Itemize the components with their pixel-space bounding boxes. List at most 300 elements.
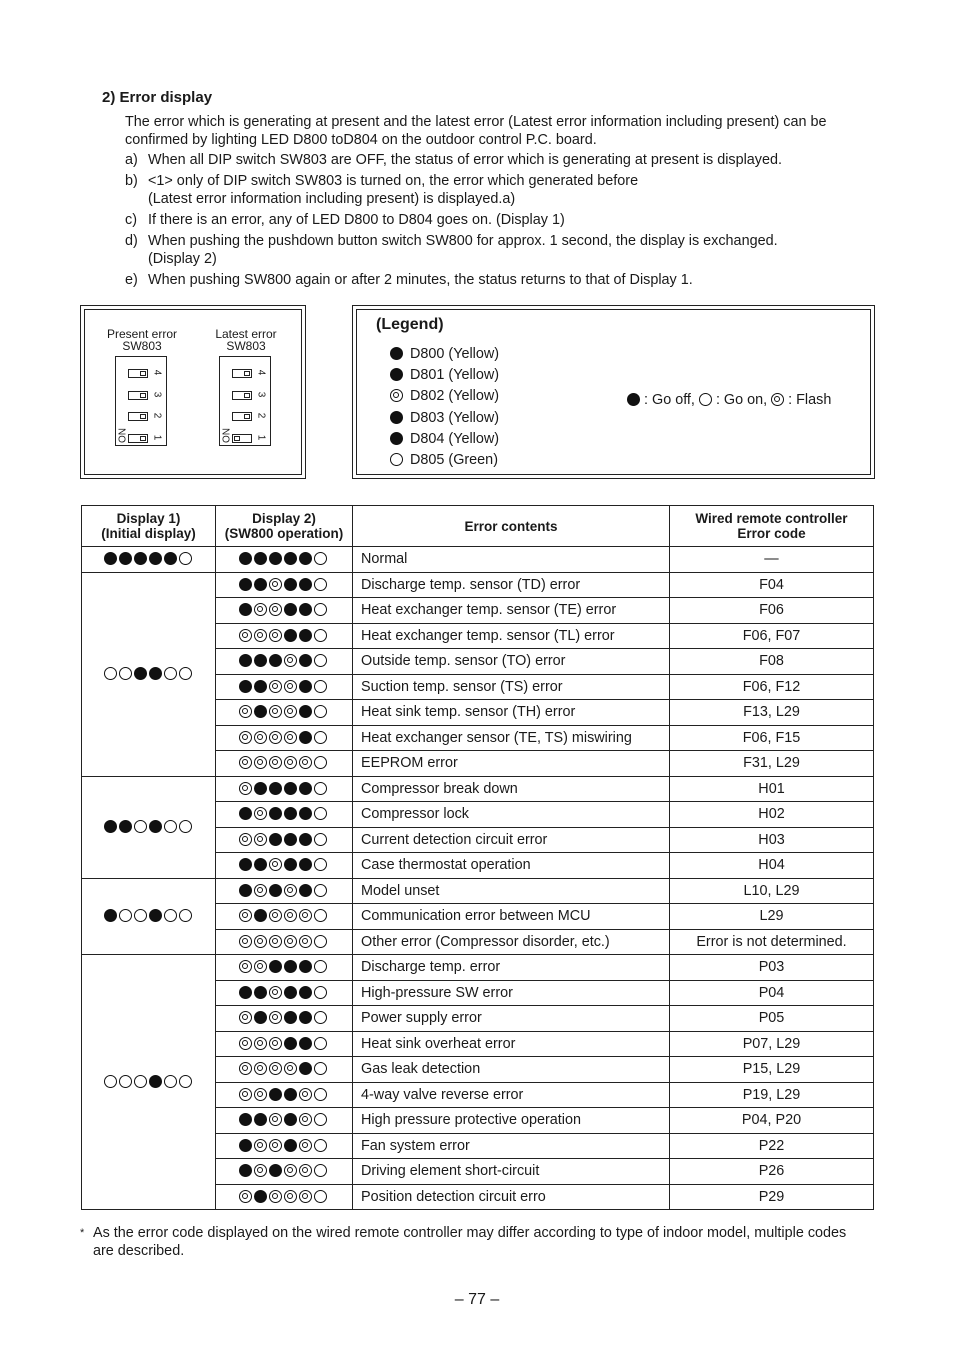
dip-switch-slot [128,391,148,400]
legend-key: : Go off, : Go on, : Flash [627,392,831,408]
led-off-icon [254,1011,267,1024]
led-pattern [239,551,329,567]
led-off-icon [104,820,117,833]
table-row [82,878,874,904]
led-on-icon [314,909,327,922]
led-pattern [239,1036,329,1052]
led-flash-icon [269,731,282,744]
display2-cell [216,980,353,1006]
error-code-cell: P07, L29 [670,1031,874,1057]
led-off-icon [269,884,282,897]
error-code-cell: F13, L29 [670,700,874,726]
led-on-icon [314,935,327,948]
legend-led-row [390,345,499,363]
led-flash-icon [284,935,297,948]
error-contents-cell: Heat exchanger sensor (TE, TS) miswiring [353,725,670,751]
led-flash-icon [269,680,282,693]
legend-led-label: D804 (Yellow) [410,430,500,447]
list-item-text [148,151,848,169]
error-code-cell: — [670,547,874,573]
led-on-icon [314,1062,327,1075]
led-flash-icon [239,705,252,718]
led-off-icon [269,552,282,565]
led-pattern [239,806,329,822]
led-off-icon [299,1011,312,1024]
led-flash-icon [254,935,267,948]
led-flash-icon [299,1190,312,1203]
led-on-icon [179,1075,192,1088]
led-pattern [104,1074,194,1090]
display1-cell [82,776,216,878]
dip-switch-knob [244,393,250,398]
led-off-icon [284,782,297,795]
led-on-icon [314,1139,327,1152]
led-flash-icon [254,603,267,616]
led-on-icon [134,909,147,922]
led-flash-icon [269,756,282,769]
dip-switch-slot [232,412,252,421]
led-flash-icon [299,909,312,922]
display2-cell [216,827,353,853]
error-contents-cell: Heat sink overheat error [353,1031,670,1057]
led-off-icon [239,986,252,999]
led-off-icon [254,909,267,922]
led-pattern [239,1138,329,1154]
error-code-cell: L29 [670,904,874,930]
led-flash-icon [269,858,282,871]
dip-switch-number: 2 [255,412,267,419]
list-item-marker: a) [125,152,138,168]
led-flash-icon [284,680,297,693]
led-on-icon [699,393,712,406]
dip-switch-number: 4 [255,369,267,376]
led-on-icon [314,680,327,693]
error-contents-cell: 4-way valve reverse error [353,1082,670,1108]
led-off-icon [299,960,312,973]
led-pattern [104,819,194,835]
led-off-icon [284,807,297,820]
led-pattern [239,1163,329,1179]
error-table [81,505,874,1210]
led-flash-icon [254,1139,267,1152]
table-row [82,572,874,598]
led-off-icon [390,432,403,445]
display1-cell [82,572,216,776]
led-flash-icon [269,1190,282,1203]
led-pattern [239,577,329,593]
led-off-icon [299,629,312,642]
led-off-icon [119,820,132,833]
led-pattern [104,666,194,682]
legend-led-row [390,366,499,384]
error-code-cell: P04, P20 [670,1108,874,1134]
led-off-icon [269,654,282,667]
dip-switch-knob [244,371,250,376]
legend-led-label: D805 (Green) [410,452,498,468]
led-off-icon [239,1164,252,1177]
header-error-code: Wired remote controller Error code [670,506,874,547]
error-contents-cell: Heat exchanger temp. sensor (TL) error [353,623,670,649]
list-item-text [148,232,848,268]
section-heading: 2) Error display [102,89,213,106]
display2-cell [216,1184,353,1210]
led-off-icon [299,986,312,999]
led-off-icon [299,578,312,591]
dip-switch-slot [128,412,148,421]
led-off-icon [284,1037,297,1050]
error-contents-cell: Case thermostat operation [353,853,670,879]
led-on-icon [314,552,327,565]
led-off-icon [254,680,267,693]
led-off-icon [104,552,117,565]
dip-switch-present [115,356,167,446]
legend-box [352,305,875,479]
dip-switch-knob [140,414,146,419]
led-on-icon [314,756,327,769]
led-on-icon [314,1190,327,1203]
list-item-marker: b) [125,173,138,189]
led-off-icon [390,368,403,381]
led-flash-icon [269,935,282,948]
header-display1: Display 1) (Initial display) [82,506,216,547]
error-contents-cell: Driving element short-circuit [353,1159,670,1185]
led-pattern [239,781,329,797]
led-flash-icon [284,731,297,744]
error-contents-cell: Suction temp. sensor (TS) error [353,674,670,700]
led-flash-icon [254,833,267,846]
footnote-text: As the error code displayed on the wired remote controller may differ according to type of indoor model, multiple codes are described. [93,1225,847,1259]
display2-cell [216,776,353,802]
led-on-icon [314,1088,327,1101]
display2-cell [216,1006,353,1032]
led-flash-icon [239,833,252,846]
led-on-icon [314,858,327,871]
led-off-icon [149,552,162,565]
dip-switch-slot [232,369,252,378]
error-code-cell: P03 [670,955,874,981]
led-flash-icon [239,909,252,922]
led-flash-icon [239,1088,252,1101]
led-pattern [104,551,194,567]
led-off-icon [134,552,147,565]
led-off-icon [239,680,252,693]
led-flash-icon [269,1062,282,1075]
led-flash-icon [299,1113,312,1126]
led-off-icon [269,1088,282,1101]
led-off-icon [390,411,403,424]
led-pattern [239,1087,329,1103]
led-off-icon [284,629,297,642]
error-contents-cell: Normal [353,547,670,573]
led-off-icon [164,552,177,565]
dip-switch-number: 3 [151,391,163,397]
display2-cell [216,853,353,879]
led-pattern [239,704,329,720]
led-flash-icon [269,629,282,642]
led-flash-icon [239,629,252,642]
display2-cell [216,904,353,930]
error-contents-cell: Heat sink temp. sensor (TH) error [353,700,670,726]
legend-led-label: D801 (Yellow) [410,367,500,384]
led-pattern [239,730,329,746]
led-flash-icon [254,756,267,769]
led-pattern [239,755,329,771]
error-contents-cell: High pressure protective operation [353,1108,670,1134]
led-flash-icon [284,884,297,897]
led-flash-icon [284,909,297,922]
led-pattern [239,1189,329,1205]
led-off-icon [254,654,267,667]
led-flash-icon [239,1011,252,1024]
legend-led-label: D800 (Yellow) [410,346,500,362]
led-off-icon [239,1113,252,1126]
led-on-icon [179,552,192,565]
led-flash-icon [239,1062,252,1075]
led-off-icon [119,552,132,565]
list-item-text [148,172,848,208]
error-code-cell: F08 [670,649,874,675]
error-code-cell: F06, F07 [670,623,874,649]
led-off-icon [269,807,282,820]
error-code-cell: P04 [670,980,874,1006]
list-item-line: When pushing the pushdown button switch SW800 for approx. 1 second, the display is exchanged. [148,233,778,249]
dip-switch-diagram [80,305,306,479]
list-item-marker: d) [125,233,138,249]
dip-switch-slot [232,434,252,443]
led-off-icon [269,782,282,795]
led-off-icon [239,858,252,871]
led-pattern [239,832,329,848]
led-off-icon [254,578,267,591]
led-flash-icon [239,935,252,948]
led-off-icon [284,960,297,973]
list-item-text [148,271,848,289]
led-on-icon [314,731,327,744]
header-display2: Display 2) (SW800 operation) [216,506,353,547]
led-flash-icon [269,578,282,591]
led-flash-icon [254,960,267,973]
display2-cell [216,598,353,624]
list-item-line: When all DIP switch SW803 are OFF, the status of error which is generating at present is displayed. [148,152,783,168]
led-on-icon [314,960,327,973]
led-pattern [239,934,329,950]
list-item-line: If there is an error, any of LED D800 to D804 goes on. (Display 1) [148,212,565,228]
error-code-cell: H04 [670,853,874,879]
led-off-icon [299,782,312,795]
led-on-icon [164,820,177,833]
led-flash-icon [269,986,282,999]
led-flash-icon [284,1164,297,1177]
led-pattern [239,959,329,975]
dip-switch-knob [234,436,240,441]
led-on-icon [314,1037,327,1050]
led-off-icon [149,820,162,833]
dip-switch-on-label: ON [117,428,129,443]
error-contents-cell: Communication error between MCU [353,904,670,930]
led-flash-icon [269,705,282,718]
led-pattern [239,602,329,618]
led-off-icon [299,1062,312,1075]
header-error-contents: Error contents [353,506,670,547]
display2-cell [216,1133,353,1159]
led-on-icon [134,1075,147,1088]
led-on-icon [314,807,327,820]
led-off-icon [269,833,282,846]
led-on-icon [314,1164,327,1177]
display2-cell [216,878,353,904]
led-on-icon [314,578,327,591]
led-flash-icon [284,705,297,718]
error-code-cell: L10, L29 [670,878,874,904]
led-flash-icon [254,629,267,642]
table-header-row [82,506,874,547]
table-row [82,547,874,573]
led-off-icon [134,667,147,680]
error-code-cell: H03 [670,827,874,853]
led-off-icon [627,393,640,406]
led-flash-icon [254,807,267,820]
error-code-cell: P29 [670,1184,874,1210]
led-pattern [104,908,194,924]
led-off-icon [269,960,282,973]
led-pattern [239,1010,329,1026]
led-flash-icon [284,1190,297,1203]
led-off-icon [254,782,267,795]
led-pattern [239,653,329,669]
table-row [82,776,874,802]
display2-cell [216,649,353,675]
dip-switch-number: 1 [255,434,267,440]
led-flash-icon [269,1139,282,1152]
led-off-icon [239,654,252,667]
display2-cell [216,1082,353,1108]
led-off-icon [254,858,267,871]
led-flash-icon [299,935,312,948]
led-on-icon [104,667,117,680]
error-contents-cell: Gas leak detection [353,1057,670,1083]
error-contents-cell: Power supply error [353,1006,670,1032]
led-off-icon [254,1190,267,1203]
error-code-cell: H01 [670,776,874,802]
display1-cell [82,878,216,955]
led-on-icon [104,1075,117,1088]
led-off-icon [299,705,312,718]
list-item-text [148,211,848,229]
present-error-label: Present error SW803 [106,327,178,353]
led-off-icon [299,807,312,820]
led-on-icon [179,909,192,922]
list-item-line: (Latest error information including present) is displayed.a) [148,191,516,207]
led-on-icon [119,667,132,680]
error-code-cell: F04 [670,572,874,598]
led-off-icon [299,680,312,693]
led-off-icon [299,884,312,897]
led-on-icon [179,667,192,680]
error-code-cell: P05 [670,1006,874,1032]
error-contents-cell: Discharge temp. sensor (TD) error [353,572,670,598]
led-off-icon [104,909,117,922]
led-on-icon [314,629,327,642]
led-flash-icon [254,1062,267,1075]
led-pattern [239,985,329,1001]
led-pattern [239,679,329,695]
led-off-icon [254,986,267,999]
led-pattern [239,1061,329,1077]
led-pattern [239,1112,329,1128]
led-on-icon [164,667,177,680]
led-off-icon [239,578,252,591]
led-on-icon [390,453,403,466]
led-off-icon [239,807,252,820]
display2-cell [216,700,353,726]
dip-switch-number: 4 [151,369,163,376]
display2-cell [216,547,353,573]
led-off-icon [284,986,297,999]
led-on-icon [119,1075,132,1088]
legend-led-row [390,387,499,405]
dip-switch-slot [128,434,148,443]
led-off-icon [269,1164,282,1177]
led-off-icon [299,1037,312,1050]
table-row [82,955,874,981]
led-flash-icon [284,1062,297,1075]
led-on-icon [314,782,327,795]
error-code-cell: P26 [670,1159,874,1185]
error-code-cell: F06 [670,598,874,624]
led-off-icon [284,1139,297,1152]
led-flash-icon [390,389,403,402]
dip-switch-latest [219,356,271,446]
error-contents-cell: High-pressure SW error [353,980,670,1006]
error-contents-cell: Compressor break down [353,776,670,802]
display2-cell [216,955,353,981]
led-flash-icon [269,1011,282,1024]
led-off-icon [239,603,252,616]
list-item-marker: c) [125,212,137,228]
error-contents-cell: EEPROM error [353,751,670,777]
led-off-icon [149,667,162,680]
legend-title: (Legend) [376,316,444,333]
display2-cell [216,929,353,955]
dip-switch-number: 2 [151,412,163,419]
led-off-icon [149,909,162,922]
led-flash-icon [239,960,252,973]
display2-cell [216,751,353,777]
led-off-icon [299,654,312,667]
led-on-icon [314,833,327,846]
led-off-icon [239,552,252,565]
display2-cell [216,572,353,598]
led-on-icon [164,909,177,922]
led-on-icon [314,705,327,718]
led-off-icon [254,552,267,565]
led-off-icon [299,858,312,871]
error-contents-cell: Compressor lock [353,802,670,828]
error-code-cell: P19, L29 [670,1082,874,1108]
dip-switch-slot [128,369,148,378]
legend-led-row [390,409,499,427]
error-code-cell: F06, F15 [670,725,874,751]
display2-cell [216,1057,353,1083]
legend-led-label: D803 (Yellow) [410,409,500,426]
intro-paragraph: The error which is generating at present and the latest error (Latest error information including present) can be confirmed by lighting LED D800 toD804 on the outdoor control P.C. board. [125,114,827,148]
error-code-cell: P22 [670,1133,874,1159]
dip-switch-knob [140,393,146,398]
led-off-icon [299,833,312,846]
led-off-icon [284,1011,297,1024]
led-on-icon [314,603,327,616]
led-off-icon [299,603,312,616]
